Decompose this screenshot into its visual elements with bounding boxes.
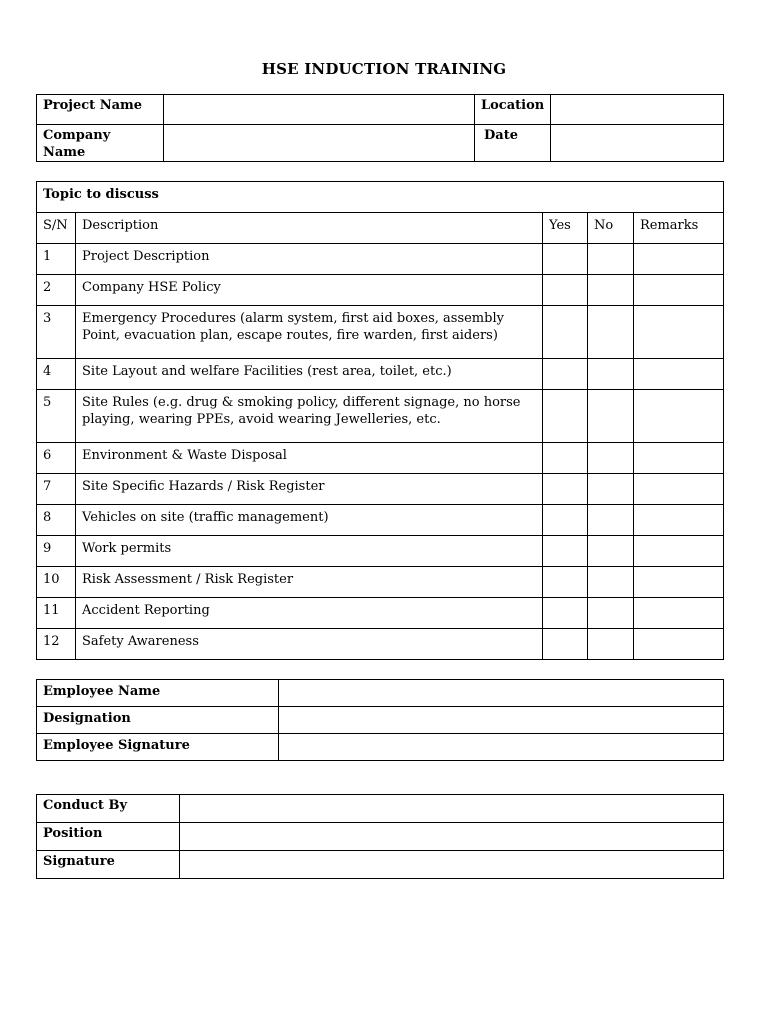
row-number: 2: [37, 275, 76, 306]
table-row: [37, 598, 724, 629]
company-name-field[interactable]: [164, 125, 475, 162]
no-cell[interactable]: [588, 359, 634, 390]
row-number: 7: [37, 474, 76, 505]
no-cell[interactable]: [588, 536, 634, 567]
row-description: Safety Awareness: [76, 629, 543, 660]
table-row: [37, 474, 724, 505]
table-row: [37, 851, 724, 879]
remarks-cell[interactable]: [634, 244, 724, 275]
yes-cell[interactable]: [543, 474, 588, 505]
table-row: [37, 629, 724, 660]
topics-table: [36, 181, 724, 660]
row-number: 6: [37, 443, 76, 474]
remarks-cell[interactable]: [634, 390, 724, 443]
employee-signature-label: Employee Signature: [37, 734, 279, 761]
no-cell[interactable]: [588, 505, 634, 536]
table-row: [37, 306, 724, 359]
designation-field[interactable]: [279, 707, 724, 734]
employee-table: [36, 679, 724, 761]
project-info-table: [36, 94, 724, 162]
row-description: Emergency Procedures (alarm system, first aid boxes, assembly Point, evacuation plan, escape routes, fire warden, first aiders): [76, 306, 543, 359]
table-row: [37, 567, 724, 598]
yes-cell[interactable]: [543, 598, 588, 629]
yes-cell[interactable]: [543, 505, 588, 536]
yes-cell[interactable]: [543, 390, 588, 443]
row-description: Work permits: [76, 536, 543, 567]
table-row: [37, 707, 724, 734]
no-cell[interactable]: [588, 306, 634, 359]
remarks-cell[interactable]: [634, 474, 724, 505]
yes-column-header: Yes: [543, 213, 588, 244]
location-label: Location: [475, 95, 551, 125]
table-row: [37, 505, 724, 536]
remarks-cell[interactable]: [634, 505, 724, 536]
yes-cell[interactable]: [543, 443, 588, 474]
yes-cell[interactable]: [543, 567, 588, 598]
row-number: 4: [37, 359, 76, 390]
designation-label: Designation: [37, 707, 279, 734]
no-cell[interactable]: [588, 443, 634, 474]
row-number: 1: [37, 244, 76, 275]
position-field[interactable]: [180, 823, 724, 851]
remarks-cell[interactable]: [634, 306, 724, 359]
no-cell[interactable]: [588, 275, 634, 306]
conduct-by-label: Conduct By: [37, 795, 180, 823]
table-row: [37, 823, 724, 851]
project-name-field[interactable]: [164, 95, 475, 125]
conductor-signature-label: Signature: [37, 851, 180, 879]
remarks-cell[interactable]: [634, 598, 724, 629]
conduct-by-field[interactable]: [180, 795, 724, 823]
conductor-signature-field[interactable]: [180, 851, 724, 879]
date-field[interactable]: [551, 125, 724, 162]
row-number: 10: [37, 567, 76, 598]
company-name-label: Company Name: [37, 125, 164, 162]
remarks-cell[interactable]: [634, 359, 724, 390]
row-number: 9: [37, 536, 76, 567]
topics-heading-row: [37, 182, 724, 213]
yes-cell[interactable]: [543, 359, 588, 390]
employee-name-label: Employee Name: [37, 680, 279, 707]
project-name-label: Project Name: [37, 95, 164, 125]
row-description: Environment & Waste Disposal: [76, 443, 543, 474]
remarks-cell[interactable]: [634, 567, 724, 598]
table-row: [37, 390, 724, 443]
table-row: [37, 536, 724, 567]
description-column-header: Description: [76, 213, 543, 244]
yes-cell[interactable]: [543, 306, 588, 359]
no-cell[interactable]: [588, 244, 634, 275]
remarks-column-header: Remarks: [634, 213, 724, 244]
topics-heading: Topic to discuss: [37, 182, 724, 213]
yes-cell[interactable]: [543, 629, 588, 660]
row-description: Project Description: [76, 244, 543, 275]
yes-cell[interactable]: [543, 275, 588, 306]
no-cell[interactable]: [588, 567, 634, 598]
form-title: HSE INDUCTION TRAINING: [261, 60, 507, 78]
employee-name-field[interactable]: [279, 680, 724, 707]
no-cell[interactable]: [588, 390, 634, 443]
row-description: Site Layout and welfare Facilities (rest area, toilet, etc.): [76, 359, 543, 390]
row-description: Risk Assessment / Risk Register: [76, 567, 543, 598]
yes-cell[interactable]: [543, 536, 588, 567]
no-cell[interactable]: [588, 474, 634, 505]
remarks-cell[interactable]: [634, 275, 724, 306]
remarks-cell[interactable]: [634, 443, 724, 474]
location-field[interactable]: [551, 95, 724, 125]
row-number: 8: [37, 505, 76, 536]
row-description: Site Specific Hazards / Risk Register: [76, 474, 543, 505]
table-row: [37, 443, 724, 474]
remarks-cell[interactable]: [634, 629, 724, 660]
topics-header-row: [37, 213, 724, 244]
sn-column-header: S/N: [37, 213, 76, 244]
row-description: Site Rules (e.g. drug & smoking policy, different signage, no horse playing, wearing PPEs, avoid wearing Jewelleries, etc.: [76, 390, 543, 443]
no-cell[interactable]: [588, 598, 634, 629]
position-label: Position: [37, 823, 180, 851]
row-number: 11: [37, 598, 76, 629]
row-description: Vehicles on site (traffic management): [76, 505, 543, 536]
no-cell[interactable]: [588, 629, 634, 660]
row-number: 5: [37, 390, 76, 443]
table-row: [37, 734, 724, 761]
table-row: [37, 95, 724, 125]
remarks-cell[interactable]: [634, 536, 724, 567]
row-description: Company HSE Policy: [76, 275, 543, 306]
table-row: [37, 125, 724, 162]
yes-cell[interactable]: [543, 244, 588, 275]
table-row: [37, 359, 724, 390]
table-row: [37, 244, 724, 275]
row-description: Accident Reporting: [76, 598, 543, 629]
conductor-table: [36, 794, 724, 879]
employee-signature-field[interactable]: [279, 734, 724, 761]
table-row: [37, 795, 724, 823]
row-number: 12: [37, 629, 76, 660]
table-row: [37, 680, 724, 707]
no-column-header: No: [588, 213, 634, 244]
table-row: [37, 275, 724, 306]
row-number: 3: [37, 306, 76, 359]
date-label: Date: [475, 125, 551, 162]
